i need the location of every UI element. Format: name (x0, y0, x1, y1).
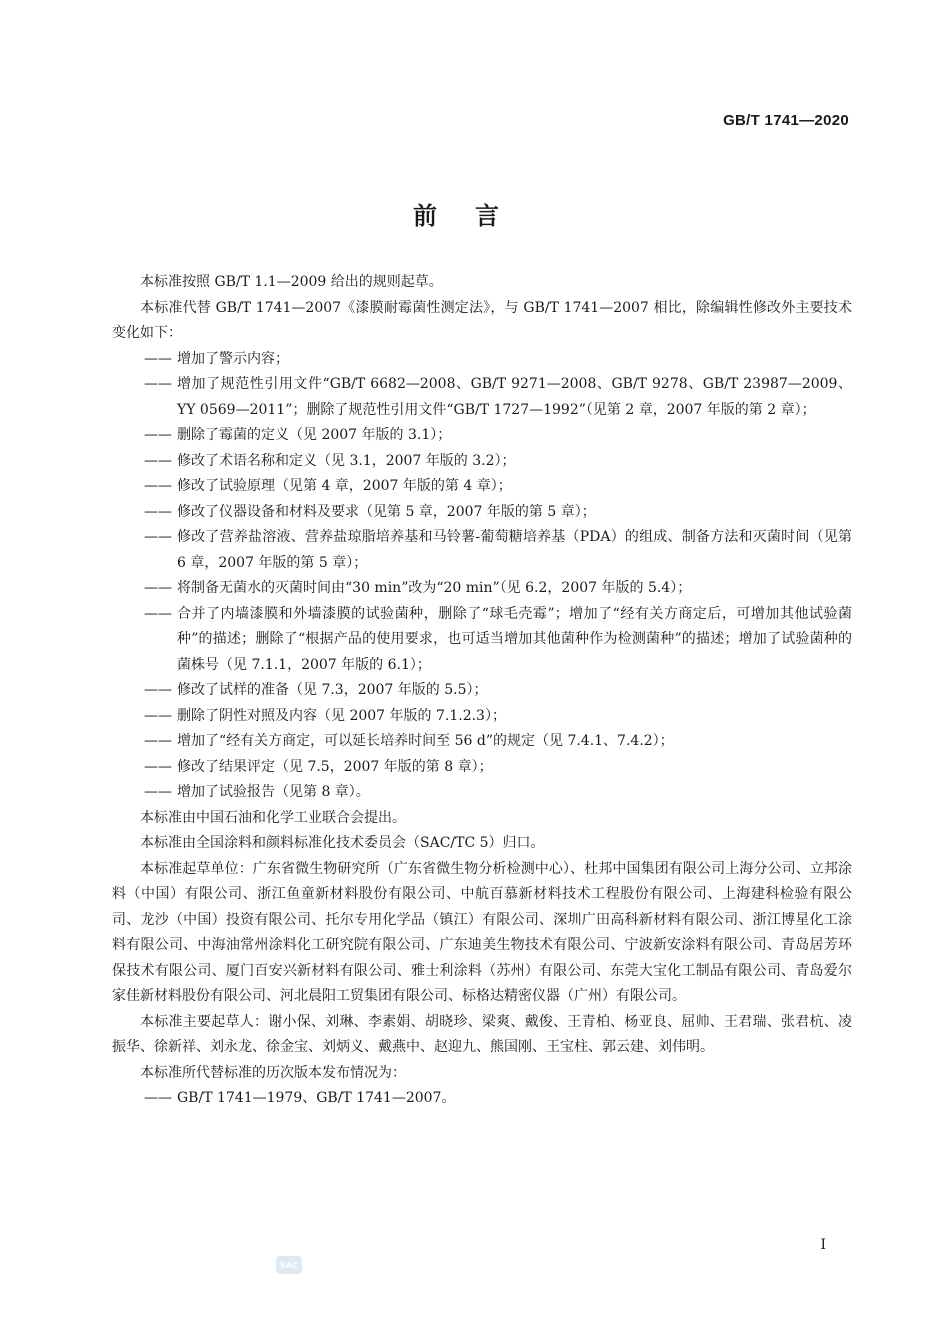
list-item (112, 347, 852, 373)
paragraph: 本标准代替 GB/T 1741—2007《漆膜耐霉菌性测定法》，与 GB/T 1741—2007 相比，除编辑性修改外主要技术变化如下： (112, 299, 852, 341)
dash-marker: —— (144, 452, 172, 469)
list-item-text: 删除了阴性对照及内容（见 2007 年版的 7.1.2.3）； (177, 707, 506, 724)
list-item-text: 增加了试验报告（见第 8 章）。 (177, 784, 370, 800)
list-item (112, 576, 852, 602)
list-item (112, 729, 852, 755)
dash-marker: —— (144, 503, 172, 520)
list-item-text: 修改了结果评定（见 7.5，2007 年版的第 8 章）； (177, 758, 493, 775)
dash-marker: —— (144, 707, 172, 724)
dash-marker: —— (144, 605, 172, 622)
dash-marker: —— (144, 478, 172, 494)
dash-marker: —— (144, 580, 172, 596)
list-item-text: 修改了术语名称和定义（见 3.1，2007 年版的 3.2）； (177, 452, 516, 469)
page-number: I (820, 1237, 826, 1253)
list-item (112, 474, 852, 500)
list-item-text: 修改了试样的准备（见 7.3，2007 年版的 5.5）； (177, 682, 488, 698)
list-item (112, 525, 852, 576)
paragraph: 本标准所代替标准的历次版本发布情况为： (140, 1064, 406, 1081)
paragraph: 本标准起草单位：广东省微生物研究所（广东省微生物分析检测中心）、杜邦中国集团有限公司上海分公司、立邦涂料（中国）有限公司、浙江鱼童新材料股份有限公司、中航百慕新材料技术工程股份有限公司、上海建科检验有限公司、龙沙（中国）投资有限公司、托尔专用化学品（镇江）有限公司、深圳广田高科新材料有限公司、浙江博星化工涂料有限公司、中海油常州涂料化工研究院有限公司、广东迪美生物技术有限公司、宁波新安涂料有限公司、青岛居芳环保技术有限公司、厦门百安兴新材料有限公司、雅士利涂料（苏州）有限公司、东莞大宝化工制品有限公司、青岛爱尔家佳新材料股份有限公司、河北晨阳工贸集团有限公司、标格达精密仪器（广州）有限公司。 (112, 860, 852, 1004)
list-item (112, 372, 852, 423)
list-item-text: 增加了警示内容； (177, 350, 289, 367)
list-item (112, 678, 852, 704)
paragraph: 本标准由全国涂料和颜料标准化技术委员会（SAC/TC 5）归口。 (140, 835, 545, 851)
list-item-text: 修改了营养盐溶液、营养盐琼脂培养基和马铃薯-葡萄糖培养基（PDA）的组成、制备方法和灭菌时间（见第 6 章，2007 年版的第 5 章）； (177, 529, 852, 571)
dash-marker: —— (144, 350, 172, 367)
dash-marker: —— (144, 1090, 172, 1106)
history-item-text: GB/T 1741—1979、GB/T 1741—2007。 (177, 1090, 456, 1106)
dash-marker: —— (144, 682, 172, 698)
list-item-text: 删除了霉菌的定义（见 2007 年版的 3.1）； (177, 427, 452, 443)
standard-number: GB/T 1741—2020 (723, 112, 849, 129)
dash-marker: —— (144, 784, 172, 800)
dash-marker: —— (144, 376, 172, 392)
list-item (112, 500, 852, 526)
dash-marker: —— (144, 529, 172, 545)
paragraph: 本标准主要起草人：谢小保、刘琳、李素娟、胡晓珍、梁爽、戴俊、王青柏、杨亚良、屈帅、王君瑞、张君杭、凌振华、徐新祥、刘永龙、徐金宝、刘炳义、戴燕中、赵迎九、熊国刚、王宝柱、郭云建、刘伟明。 (112, 1013, 852, 1055)
list-item-text: 将制备无菌水的灭菌时间由“30 min”改为“20 min”（见 6.2，2007 年版的 5.4）； (177, 580, 692, 596)
page-title: 前言 (413, 202, 537, 230)
list-item-text: 修改了仪器设备和材料及要求（见第 5 章，2007 年版的第 5 章）； (177, 503, 596, 520)
list-item (112, 602, 852, 679)
list-item-text: 增加了规范性引用文件“GB/T 6682—2008、GB/T 9271—2008、GB/T 9278、GB/T 23987—2009、YY 0569—2011”；删除了规范性引用文件“GB/T 1727—1992”（见第 2 章，2007 年版的第 2 章）； (177, 376, 852, 418)
list-item (112, 755, 852, 781)
list-item-text: 增加了“经有关方商定，可以延长培养时间至 56 d”的规定（见 7.4.1、7.4.2）； (177, 733, 674, 749)
paragraph: 本标准由中国石油和化学工业联合会提出。 (140, 809, 406, 826)
list-item (112, 780, 852, 806)
dash-marker: —— (144, 427, 172, 443)
list-item (112, 449, 852, 475)
paragraph: 本标准按照 GB/T 1.1—2009 给出的规则起草。 (140, 274, 443, 290)
list-item (112, 704, 852, 730)
dash-marker: —— (144, 758, 172, 775)
sac-logo-icon: SAC (276, 1256, 302, 1274)
document-body (112, 270, 852, 1112)
dash-marker: —— (144, 733, 172, 749)
history-item (112, 1086, 852, 1112)
list-item (112, 423, 852, 449)
list-item-text: 合并了内墙漆膜和外墙漆膜的试验菌种，删除了“球毛壳霉”；增加了“经有关方商定后，可增加其他试验菌种”的描述；删除了“根据产品的使用要求，也可适当增加其他菌种作为检测菌种”的描述；增加了试验菌种的菌株号（见 7.1.1，2007 年版的 6.1）； (177, 605, 852, 673)
list-item-text: 修改了试验原理（见第 4 章，2007 年版的第 4 章）； (177, 478, 512, 494)
